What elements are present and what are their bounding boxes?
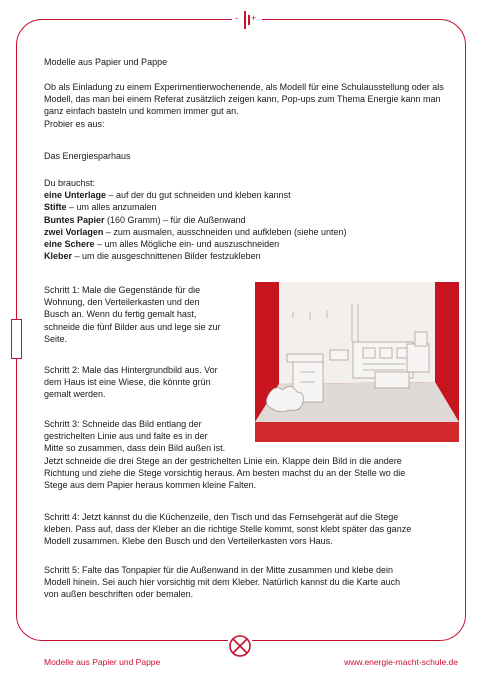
step-1-line: Seite.	[44, 333, 68, 344]
resistor-symbol-icon	[11, 319, 22, 359]
step-2-line: Schritt 2: Male das Hintergrundbild aus. Vor	[44, 365, 218, 375]
battery-plate-long	[244, 11, 246, 29]
step-4-line: kleben. Pass auf, dass der Kleber an die richtige Stelle kommt, sonst klebt später das ganze	[44, 524, 412, 535]
intro-block	[44, 81, 449, 130]
needs-label: Du brauchst:	[44, 178, 96, 188]
step-1-line: Wohnung, den Verteilerkasten und den	[44, 297, 200, 308]
battery-plate-short	[248, 15, 250, 25]
battery-minus: -	[235, 13, 238, 23]
material-item: eine Unterlage – auf der du gut schneiden und kleben kannst	[44, 190, 291, 201]
step-5-line: von außen beschriften oder bemalen.	[44, 589, 194, 600]
intro-paragraph: Ob als Einladung zu einem Experimentierwochenende, als Modell für eine Schulausstellung oder als Modell, das man bei einem Referat zusätzlich zeigen kann, Pop-ups zum Thema Energie kann man ganz einfach basteln und kommen immer gut an.	[44, 82, 444, 117]
step-1-block	[44, 284, 221, 345]
step-1-line: Schritt 1: Male die Gegenstände für die	[44, 285, 201, 295]
step-3-line: Mitte so zusammen, dass dein Bild außen ist.	[44, 443, 226, 454]
footer-website: www.energie-macht-schule.de	[344, 657, 458, 667]
material-item: zwei Vorlagen – zum ausmalen, ausschneiden und aufkleben (siehe unten)	[44, 226, 347, 237]
material-item: Buntes Papier (160 Gramm) – für die Außenwand	[44, 214, 246, 225]
step-4-block	[44, 511, 411, 548]
step-3-line: Stege aus dem Papier heraus kommen kleine Falten.	[44, 480, 257, 491]
document-title-block	[44, 56, 167, 68]
step-2-line: dem Haus ist eine Wiese, die könnte grün	[44, 377, 211, 388]
step-1-line: schneide die fünf Bilder aus und lege sie zur	[44, 321, 221, 332]
subtitle: Das Energiesparhaus	[44, 151, 131, 161]
step-5-block	[44, 564, 400, 601]
lamp-symbol-icon	[228, 634, 252, 658]
battery-symbol-icon	[232, 9, 262, 31]
material-item: Stifte – um alles anzumalen	[44, 202, 157, 213]
step-3-line: gestrichelten Linie aus und falte es in der	[44, 431, 208, 442]
materials-block	[44, 177, 347, 262]
subtitle-block	[44, 150, 131, 162]
material-item: Kleber – um die ausgeschnittenen Bilder festzukleben	[44, 251, 261, 262]
step-2-line: gemalt werden.	[44, 389, 106, 400]
try-it-line: Probier es aus:	[44, 118, 105, 129]
material-item: eine Schere – um alles Mögliche ein- und auszuschneiden	[44, 239, 280, 250]
step-2-block	[44, 364, 218, 401]
document-title: Modelle aus Papier und Pappe	[44, 57, 168, 67]
battery-plus: +	[251, 13, 257, 23]
step-4-line: Schritt 4: Jetzt kannst du die Küchenzeile, den Tisch und das Fernsehgerät auf die Stege	[44, 512, 399, 522]
step-1-line: Busch an. Wenn du fertig gemalt hast,	[44, 309, 197, 320]
step-4-line: Modell zusammen. Klebe den Busch und den Verteilerkasten vors Haus.	[44, 536, 333, 547]
popup-house-photo	[255, 282, 459, 442]
step-3-line: Schritt 3: Schneide das Bild entlang der	[44, 419, 202, 429]
footer-title: Modelle aus Papier und Pappe	[44, 657, 161, 667]
step-5-line: Schritt 5: Falte das Tonpapier für die Außenwand in der Mitte zusammen und klebe dein	[44, 565, 394, 575]
step-5-line: Modell hinein. Sei auch hier vorsichtig mit dem Kleber. Natürlich kannst du die Karte auch	[44, 577, 401, 588]
step-3-line: Richtung und ziehe die Stege vorsichtig heraus. Am besten machst du an der Stelle wo die	[44, 467, 406, 478]
step-3-line: Jetzt schneide die drei Stege an der gestrichelten Linie ein. Klappe dein Bild in die andere	[44, 455, 402, 466]
